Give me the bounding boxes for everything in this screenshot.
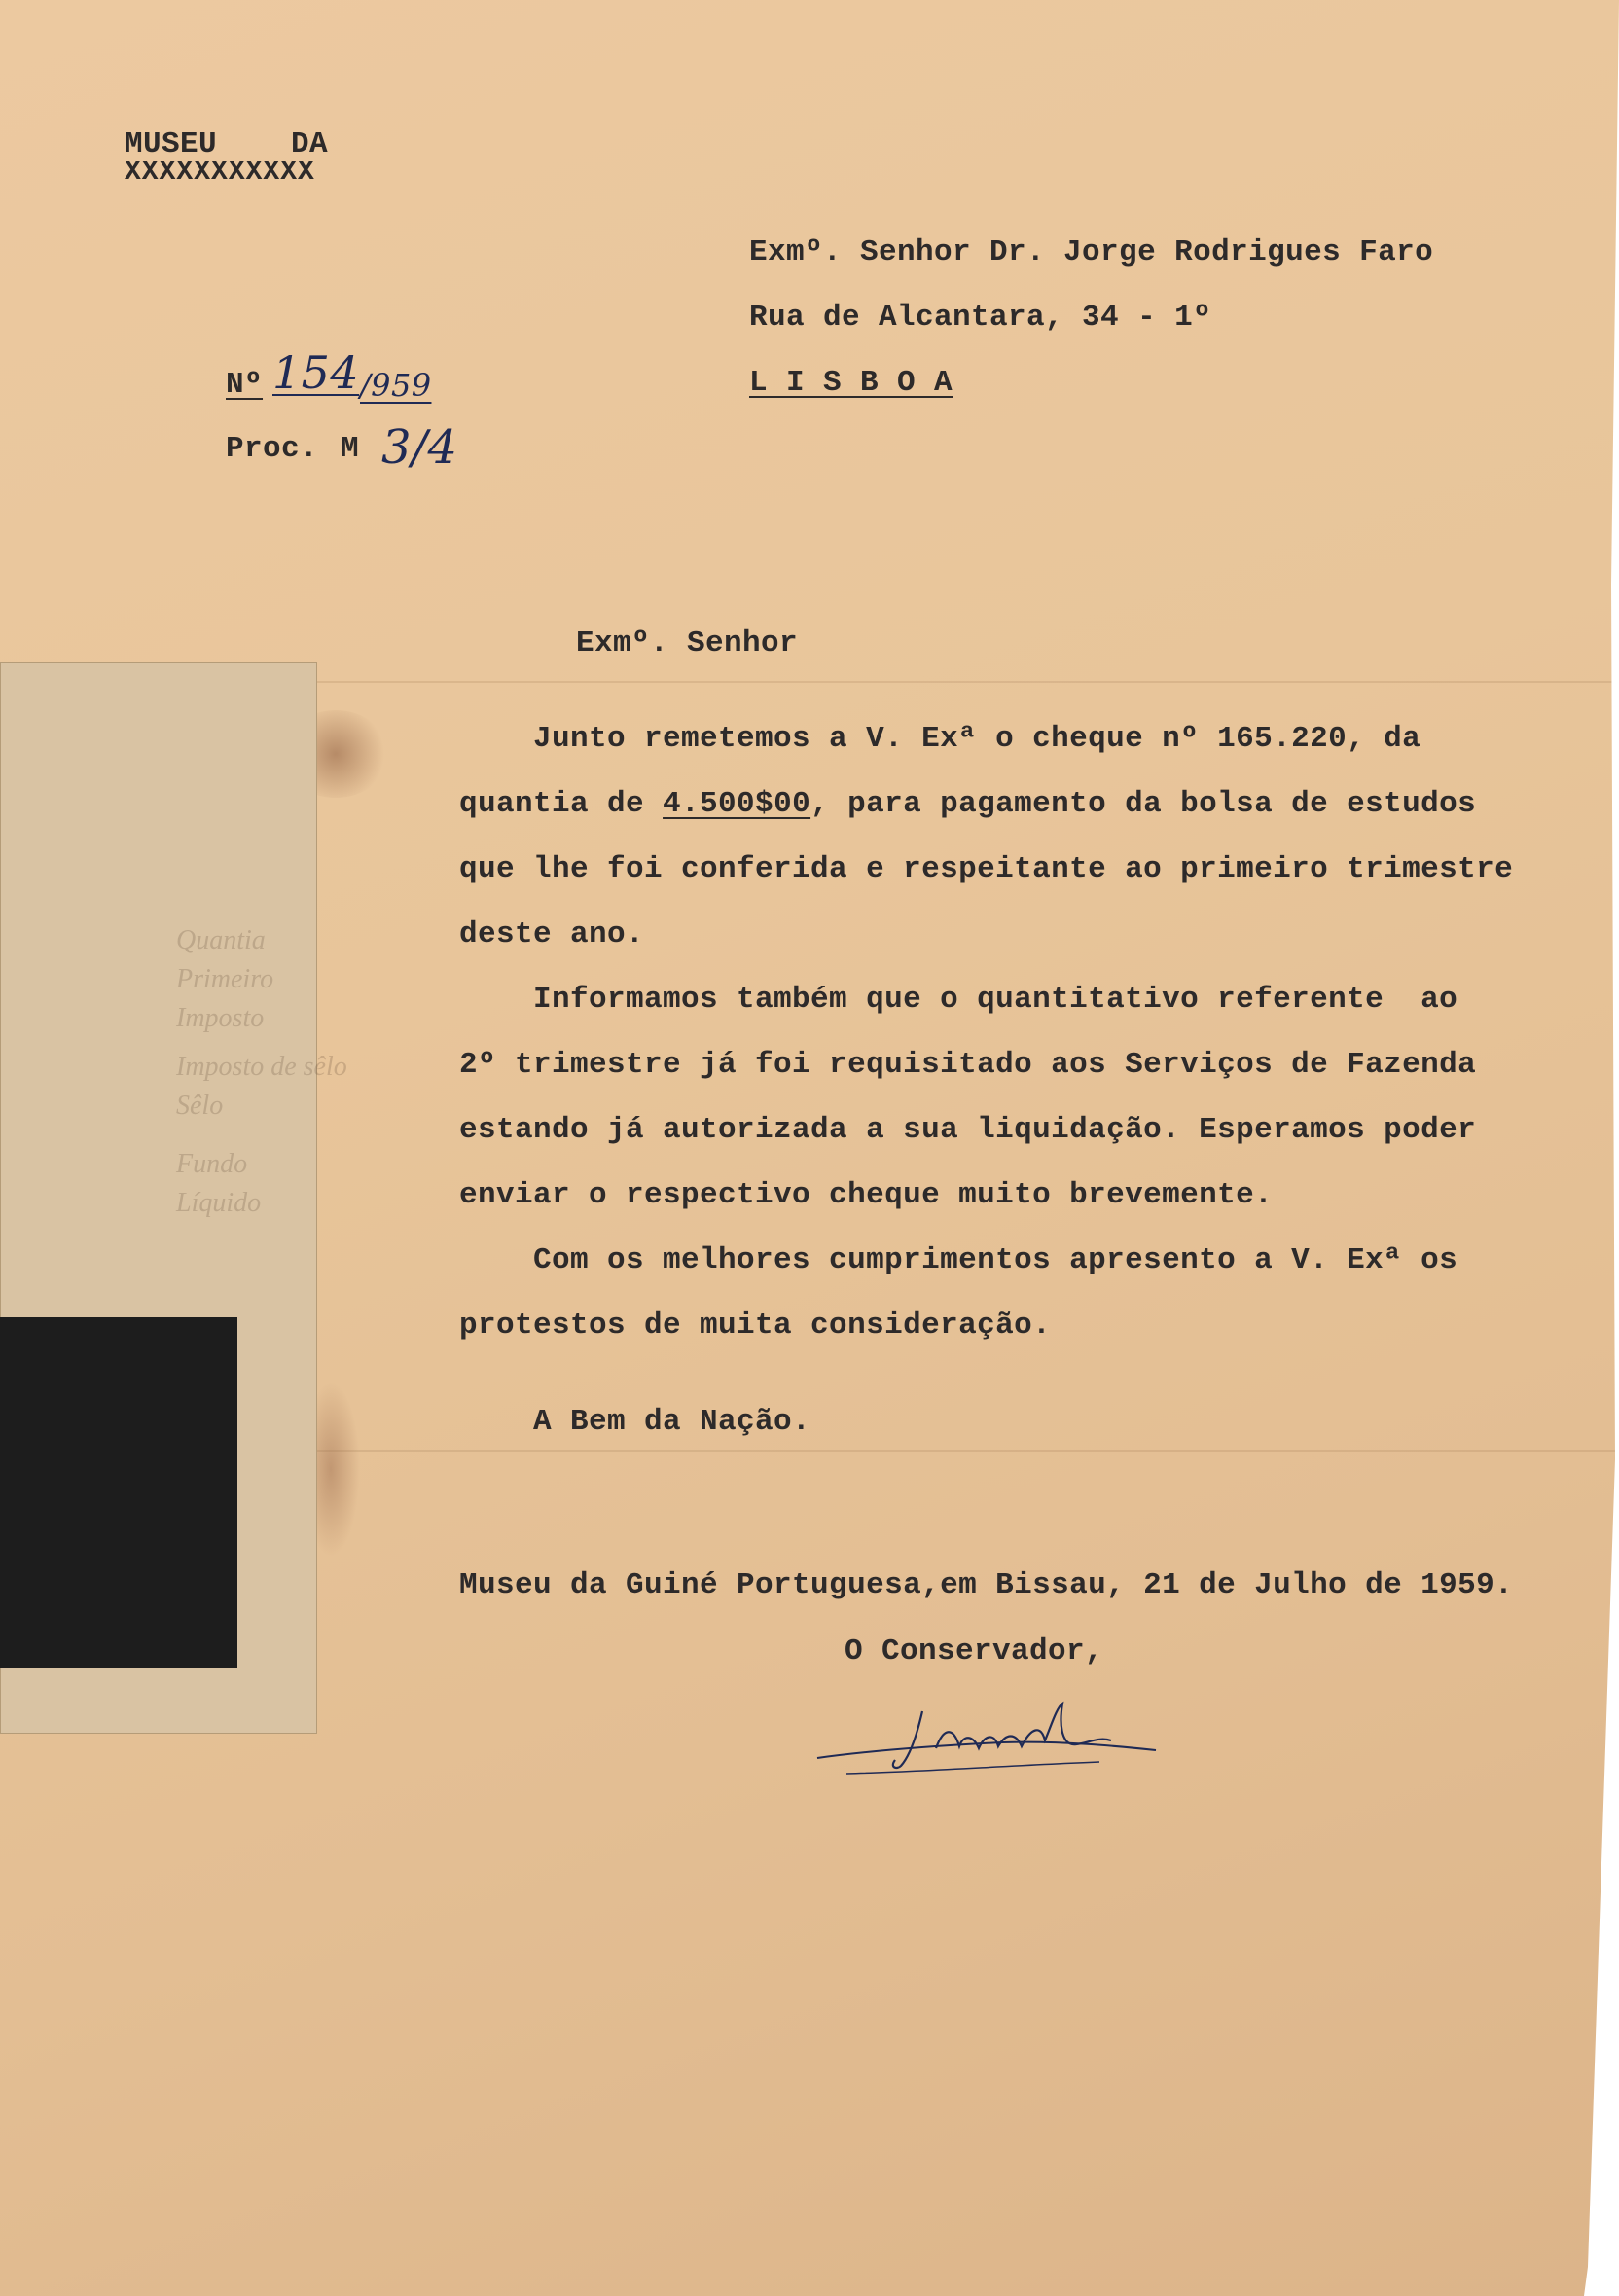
body-line [459,789,1476,819]
reference-number-handwritten: 154 [272,346,359,399]
body-line: Informamos também que o quantitativo referente ao [459,983,1458,1017]
letterhead-line2-struck: XXXXXXXXXXX [125,158,315,188]
body-line: Junto remetemos a V. Exª o cheque nº 165.220, da [459,722,1421,756]
redaction-block [0,1317,237,1668]
cheque-amount: 4.500$00 [663,787,811,821]
reference-number-suffix: /959 [360,367,432,404]
body-line: que lhe foi conferida e respeitante ao primeiro trimestre [459,852,1514,886]
addressee-city: L I S B O A [749,366,953,400]
closing-formula: A Bem da Nação. [459,1405,811,1439]
proc-label: Proc. [226,432,319,466]
body-text: quantia de [459,787,664,821]
addressee-name: Exmº. Senhor Dr. Jorge Rodrigues Faro [749,235,1434,269]
reference-number-prefix: Nº [226,368,264,402]
body-line: enviar o respectivo cheque muito brevemente. [459,1178,1274,1212]
body-line: Com os melhores cumprimentos apresento a V. Exª os [459,1243,1458,1277]
addressee-street: Rua de Alcantara, 34 - 1º [749,301,1212,335]
body-line: protestos de muita consideração. [459,1309,1052,1343]
signatory-title: O Conservador, [845,1634,1104,1668]
body-line: estando já autorizada a sua liquidação. Esperamos poder [459,1113,1477,1147]
attached-slip: Quantia Primeiro Imposto Imposto de sêlo Sêlo Fundo Líquido [0,662,317,1734]
body-line: deste ano. [459,917,645,951]
proc-handwritten-number: 3/4 [381,420,458,475]
proc-typed-code: M [341,432,360,466]
handwritten-signature [808,1698,1168,1790]
body-line: 2º trimestre já foi requisitado aos Serviços de Fazenda [459,1048,1477,1082]
place-and-date: Museu da Guiné Portuguesa,em Bissau, 21 de Julho de 1959. [459,1568,1514,1602]
letterhead-line1: MUSEU DA [125,127,329,161]
salutation: Exmº. Senhor [576,627,799,661]
body-text: , para pagamento da bolsa de estudos [810,787,1477,821]
